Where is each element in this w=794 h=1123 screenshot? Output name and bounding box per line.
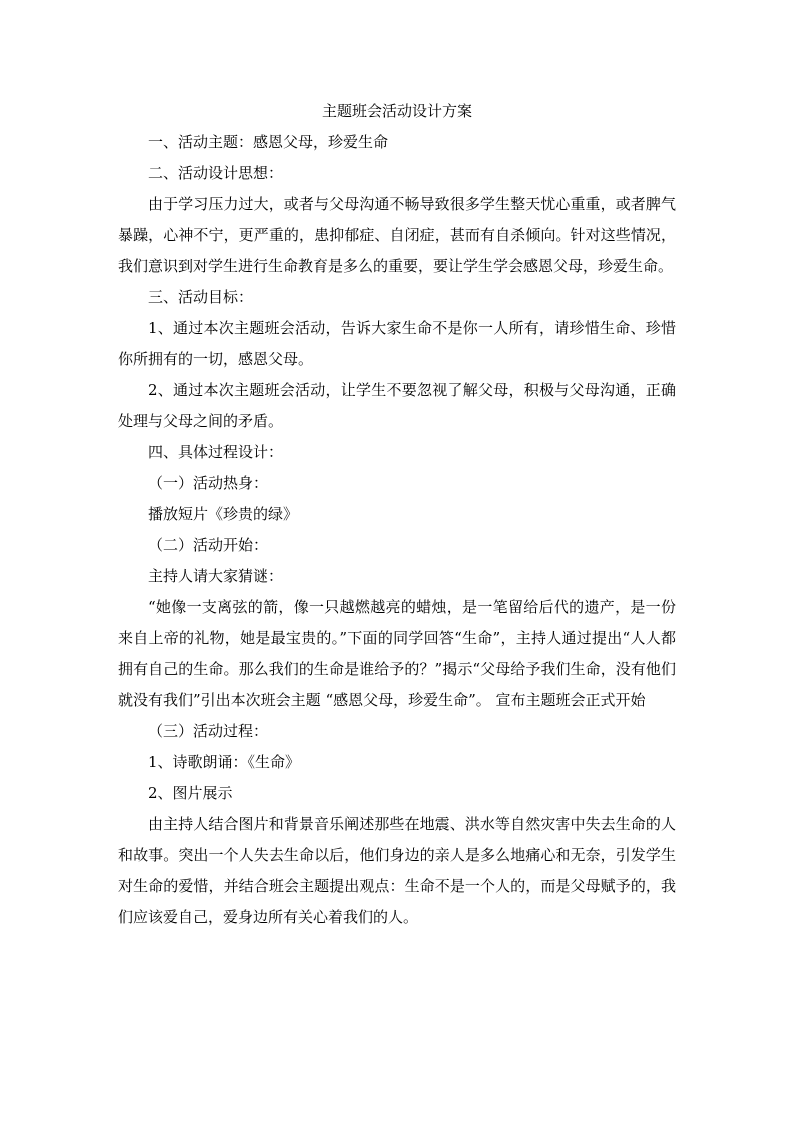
paragraph-warmup-heading: （一）活动热身： <box>148 474 269 492</box>
paragraph-goal-1: 1、通过本次主题班会活动，告诉大家生命不是你一人所有，请珍惜生命、珍惜你所拥有的一切，感恩父母。 <box>118 319 676 368</box>
paragraph-design-heading: 二、活动设计思想： <box>148 164 284 182</box>
paragraph-warmup-body: 播放短片《珍贵的绿》 <box>148 505 299 523</box>
paragraph-goal-2: 2、通过本次主题班会活动，让学生不要忽视了解父母，积极与父母沟通，正确处理与父母之间的矛盾。 <box>118 381 676 430</box>
paragraph-process-heading: 四、具体过程设计： <box>148 443 284 461</box>
paragraph-poem: 1、诗歌朗诵：《生命》 <box>148 753 301 771</box>
paragraph-pictures-body: 由主持人结合图片和背景音乐阐述那些在地震、洪水等自然灾害中失去生命的人和故事。突出一个人失去生命以后，他们身边的亲人是多么地痛心和无奈，引发学生对生命的爱惜，并结合班会主题提出观点：生命不是一个人的，而是父母赋予的，我们应该爱自己，爱身边所有关心着我们的人。 <box>118 815 676 926</box>
paragraph-activity-heading: （三）活动过程： <box>148 722 269 740</box>
paragraph-pictures: 2、图片展示 <box>148 784 233 802</box>
document-page <box>118 96 676 933</box>
paragraph-riddle-intro: 主持人请大家猜谜： <box>148 567 284 585</box>
paragraph-design-body: 由于学习压力过大，或者与父母沟通不畅导致很多学生整天忧心重重，或者脾气暴躁，心神不宁，更严重的，患抑郁症、自闭症，甚而有自杀倾向。针对这些情况，我们意识到对学生进行生命教育是多么的重要，要让学生学会感恩父母，珍爱生命。 <box>118 195 676 275</box>
document-title: 主题班会活动设计方案 <box>321 102 472 120</box>
paragraph-start-heading: （二）活动开始： <box>148 536 269 554</box>
paragraph-goals-heading: 三、活动目标： <box>148 288 254 306</box>
paragraph-riddle-body: “她像一支离弦的箭，像一只越燃越亮的蜡烛，是一笔留给后代的遗产，是一份来自上帝的礼物，她是最宝贵的。”下面的同学回答“生命”，主持人通过提出“人人都拥有自己的生命。那么我们的生命是谁给予的？”揭示“父母给予我们生命，没有他们就没有我们”引出本次班会主题 “感恩父母，珍爱生命”。 宣布主题班会正式开始 <box>118 598 676 709</box>
paragraph-theme: 一、活动主题：感恩父母，珍爱生命 <box>148 133 389 151</box>
